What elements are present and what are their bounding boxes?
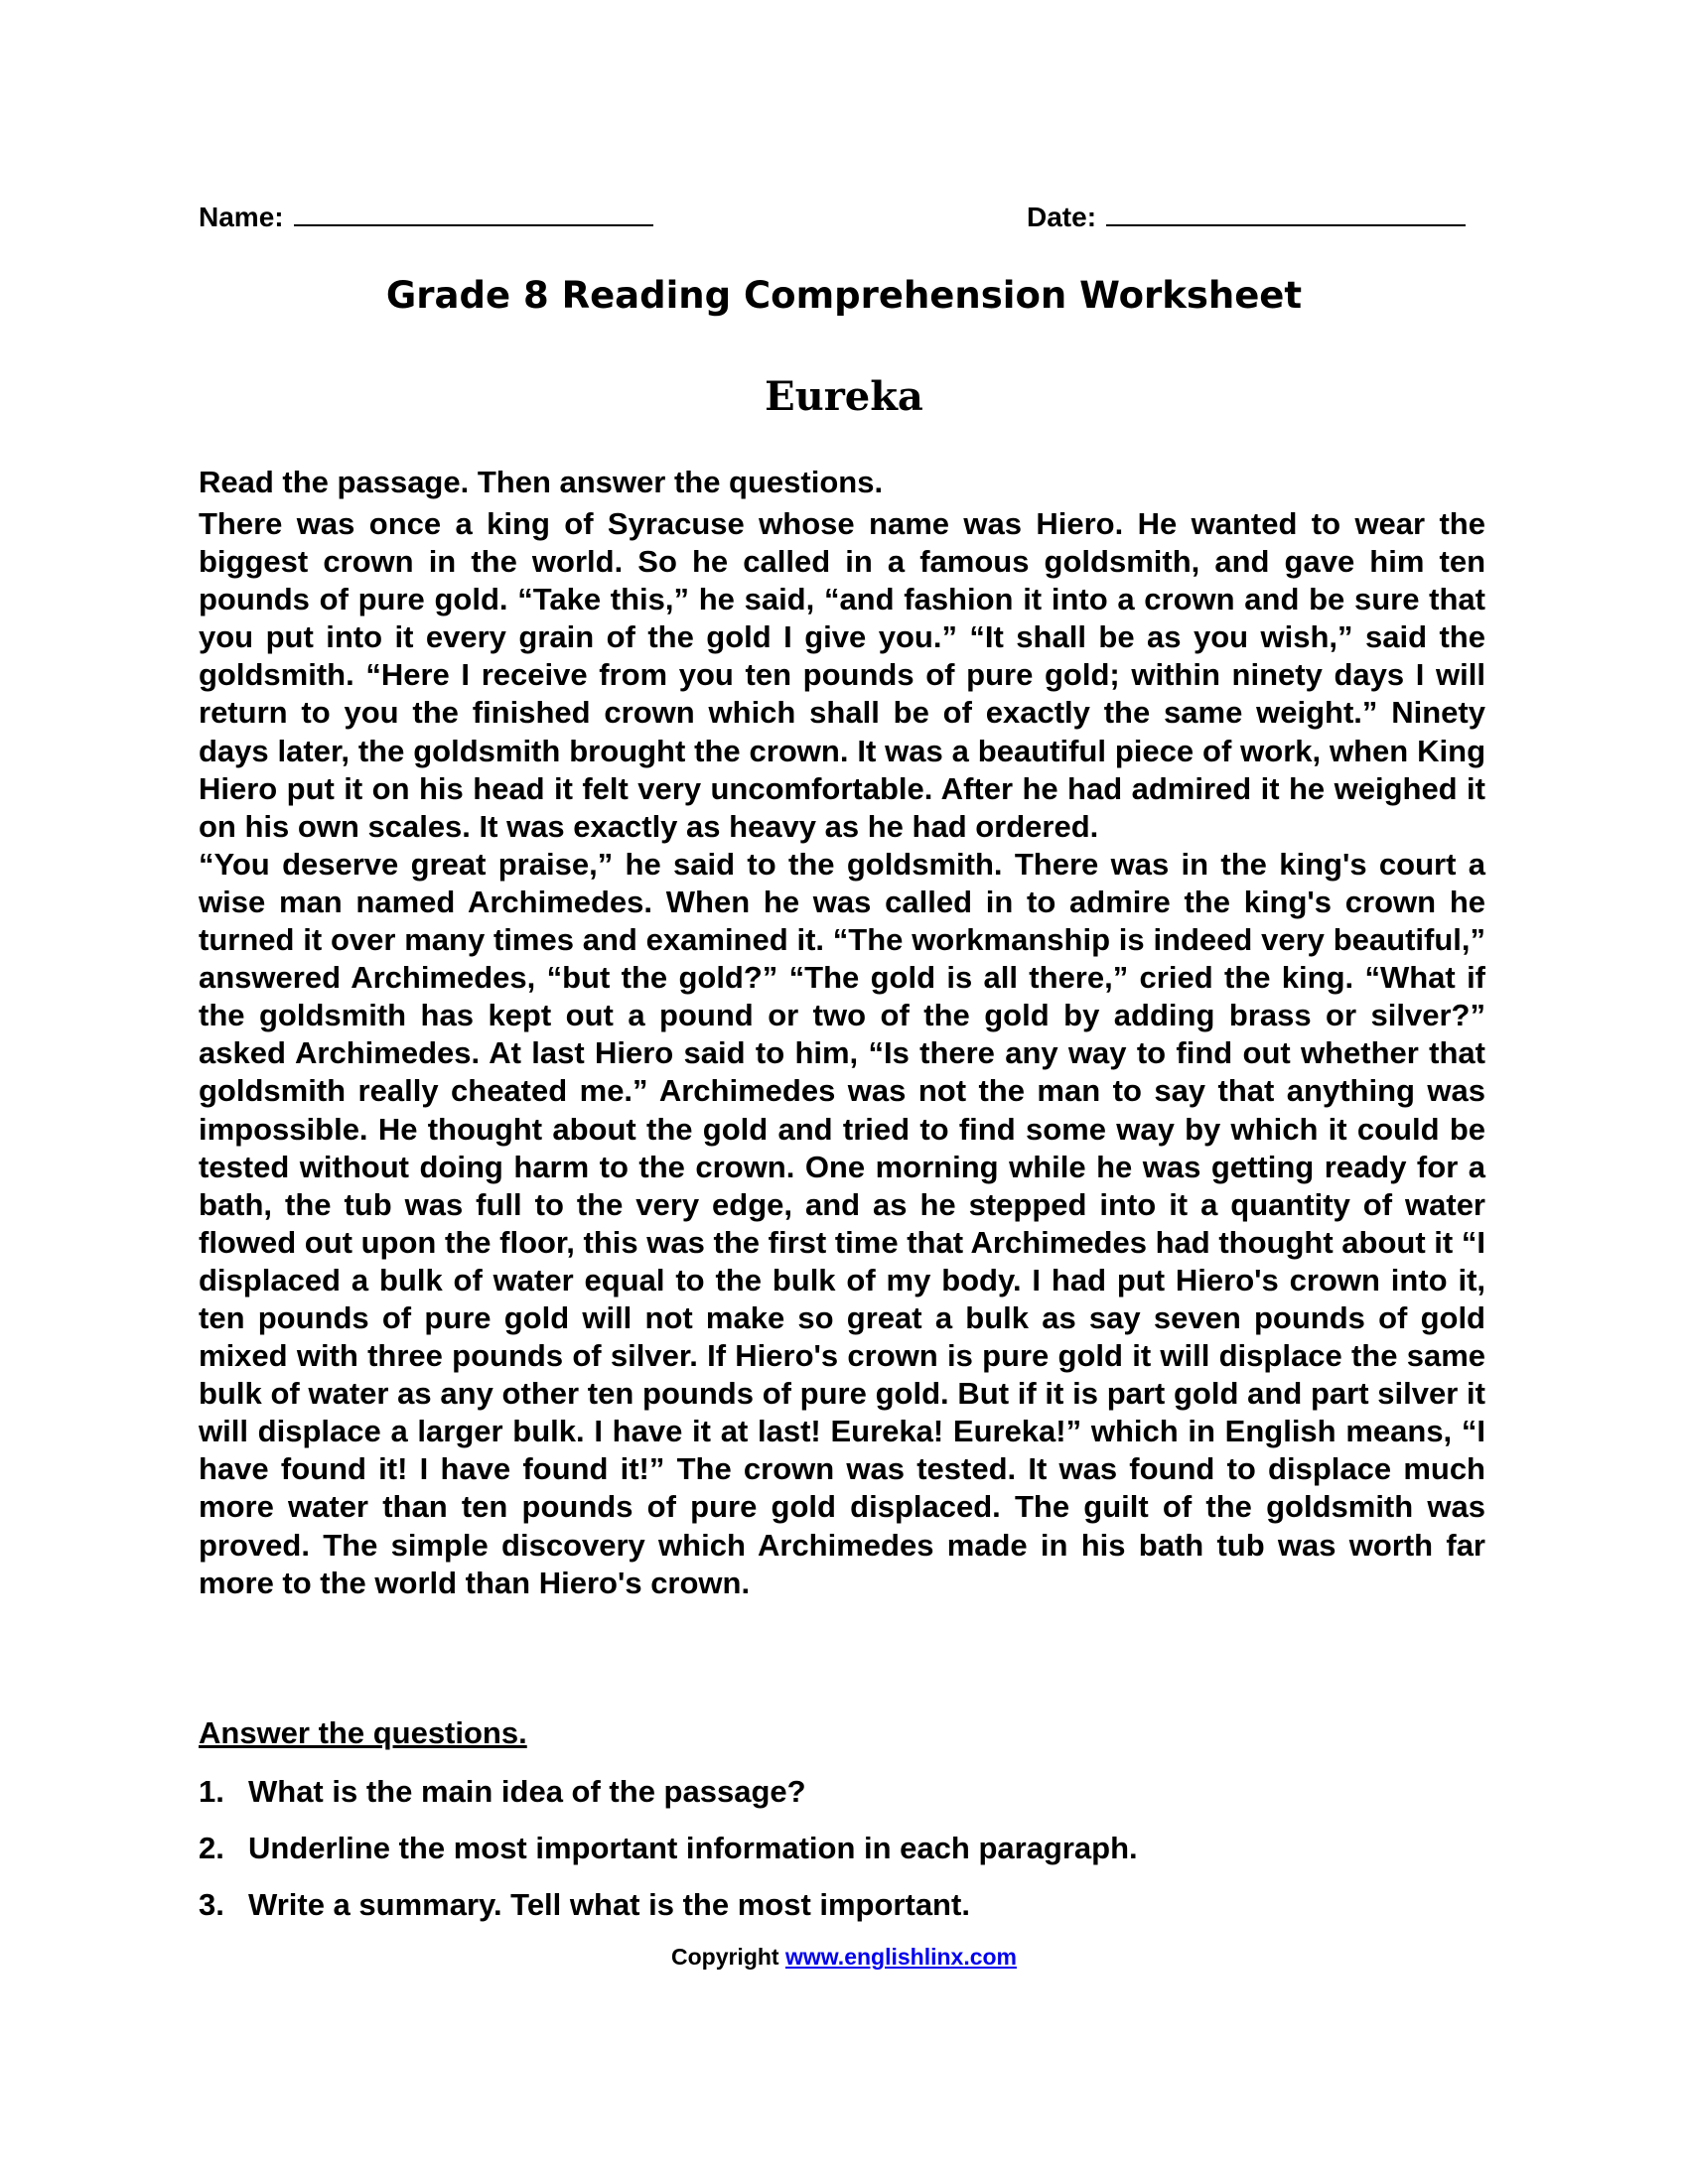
instructions: Read the passage. Then answer the questions. [199, 465, 884, 499]
question-item [199, 1773, 1485, 1830]
question-text: What is the main idea of the passage? [248, 1774, 806, 1809]
date-blank-line [1106, 199, 1466, 226]
question-list [199, 1773, 1485, 1943]
question-number: 1. [199, 1774, 224, 1809]
question-item [199, 1886, 1485, 1943]
name-blank-line [294, 199, 653, 226]
answer-heading: Answer the questions. [199, 1715, 527, 1750]
copyright-footer [0, 1944, 1688, 1971]
question-number: 3. [199, 1887, 224, 1922]
date-label: Date: [1027, 202, 1097, 232]
passage-title: Eureka [765, 373, 923, 420]
copyright-link[interactable]: www.englishlinx.com [784, 1944, 1018, 1970]
date-field [1027, 199, 1466, 233]
question-text: Underline the most important information in each paragraph. [248, 1831, 1138, 1865]
passage-paragraph-2: “You deserve great praise,” he said to the goldsmith. There was in the king's court a wise man named Archimedes. When he was called in to admire the king's crown he turned it over many times and examined it. “The workmanship is indeed very beautiful,” answered Archimedes, “but the gold?” “The gold is all there,” cried the king. “What if the goldsmith has kept out a pound or two of the gold by adding brass or silver?” asked Archimedes. At last Hiero said to him, “Is there any way to find out whether that goldsmith really cheated me.” Archimedes was not the man to say that anything was impossible. He thought about the gold and tried to find some way by which it could be tested without doing harm to the crown. One morning while he was getting ready for a bath, the tub was full to the very edge, and as he stepped into it a quantity of water flowed out upon the floor, this was the first time that Archimedes had thought about it “I displaced a bulk of water equal to the bulk of my body. I had put Hiero's crown into it, ten pounds of pure gold will not make so great a bulk as say seven pounds of gold mixed with three pounds of silver. If Hiero's crown is pure gold it will displace the same bulk of water as any other ten pounds of pure gold. But if it is part gold and part silver it will displace a larger bulk. I have it at last! Eureka! Eureka!” which in English means, “I have found it! I have found it!” The crown was tested. It was found to displace much more water than ten pounds of pure gold displaced. The guilt of the goldsmith was proved. The simple discovery which Archimedes made in his bath tub was worth far more to the world than Hiero's crown. [199, 846, 1485, 1600]
passage-body [199, 505, 1485, 1602]
worksheet-title: Grade 8 Reading Comprehension Worksheet [385, 274, 1303, 317]
question-number: 2. [199, 1831, 224, 1865]
question-item [199, 1830, 1485, 1886]
header-fields [199, 199, 1479, 238]
name-field [199, 199, 653, 233]
passage-paragraph-1: There was once a king of Syracuse whose name was Hiero. He wanted to wear the biggest crown in the world. So he called in a famous goldsmith, and gave him ten pounds of pure gold. “Take this,” he said, “and fashion it into a crown and be sure that you put into it every grain of the gold I give you.” “It shall be as you wish,” said the goldsmith. “Here I receive from you ten pounds of pure gold; within ninety days I will return to you the finished crown which shall be of exactly the same weight.” Ninety days later, the goldsmith brought the crown. It was a beautiful piece of work, when King Hiero put it on his head it felt very uncomfortable. After he had admired it he weighed it on his own scales. It was exactly as heavy as he had ordered. [199, 506, 1485, 844]
copyright-label: Copyright [670, 1944, 779, 1970]
name-label: Name: [199, 202, 284, 232]
question-text: Write a summary. Tell what is the most important. [248, 1887, 970, 1922]
